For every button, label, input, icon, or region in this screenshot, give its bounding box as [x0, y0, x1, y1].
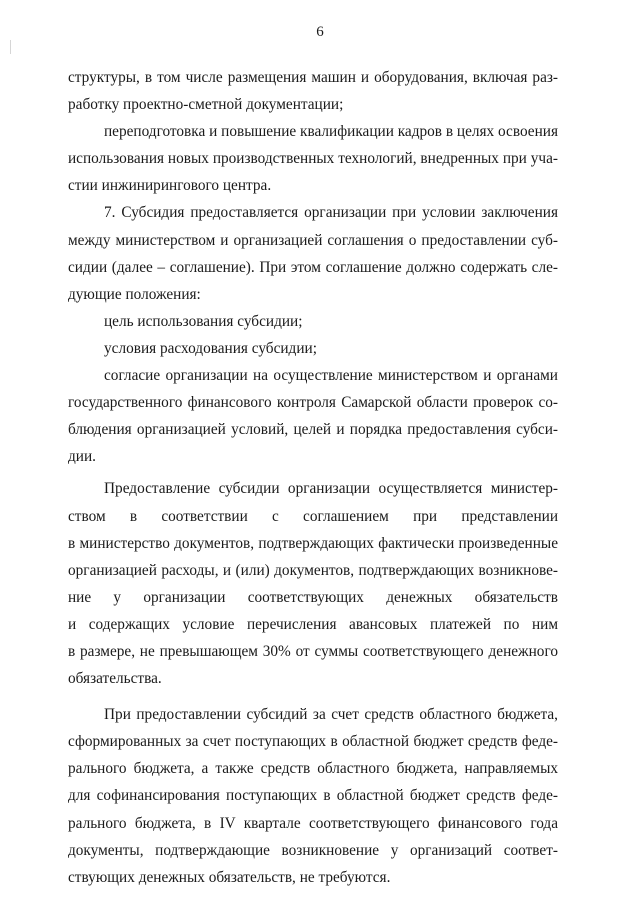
text-line: цель использования субсидии;	[104, 312, 303, 330]
text-line: ством в соответствии с соглашением при представлении	[68, 507, 558, 525]
text-line: согласие организации на осуществление министерством и органами	[104, 367, 558, 385]
text-line: сформированных за счет поступающих в областной бюджет средств феде-	[68, 733, 558, 751]
text-line: ствующих денежных обязательств, не требуются.	[68, 868, 391, 886]
text-line: Предоставление субсидии организации осуществляется министер-	[104, 480, 558, 498]
text-line: в размере, не превышающем 30% от суммы соответствующего денежного	[68, 642, 558, 660]
text-line: структуры, в том числе размещения машин и оборудования, включая раз-	[68, 69, 558, 86]
text-line: блюдения организацией условий, целей и порядка предоставления субси-	[68, 421, 558, 439]
text-line: рального бюджета, а также средств областного бюджета, направляемых	[68, 760, 558, 778]
text-line: При предоставлении субсидий за счет средств областного бюджета,	[104, 706, 558, 724]
text-line: рального бюджета, в IV квартале соответствующего финансового года	[68, 814, 558, 832]
text-line: государственного финансового контроля Самарской области проверок со-	[68, 394, 558, 412]
page-number: 6	[316, 24, 324, 40]
text-line: дии.	[68, 448, 96, 466]
document-body	[68, 64, 558, 891]
text-line: дующие положения:	[68, 285, 201, 303]
text-line: использования новых производственных технологий, внедренных при уча-	[68, 150, 558, 168]
text-line: условия расходования субсидии;	[104, 339, 317, 357]
text-line: работку проектно-сметной документации;	[68, 96, 344, 114]
text-line: 7. Субсидия предоставляется организации при условии заключения	[104, 204, 558, 222]
text-line: в министерство документов, подтверждающих фактически произведенные	[68, 534, 558, 552]
text-line: для софинансирования поступающих в областной бюджет средств феде-	[68, 787, 558, 805]
text-line: ние у организации соответствующих денежных обязательств	[68, 588, 558, 606]
text-line: между министерством и организацией соглашения о предоставлении суб-	[68, 231, 558, 249]
text-line: обязательства.	[68, 670, 162, 688]
text-line: документы, подтверждающие возникновение у организаций соответ-	[68, 841, 558, 859]
paragraph-gap	[68, 692, 558, 701]
text-line: организацией расходы, и (или) документов, подтверждающих возникнове-	[68, 561, 558, 579]
scan-edge-mark	[10, 40, 11, 54]
text-line: стии инжинирингового центра.	[68, 177, 272, 195]
text-line: переподготовка и повышение квалификации кадров в целях освоения	[104, 123, 558, 141]
text-line: и содержащих условие перечисления авансовых платежей по ним	[68, 615, 558, 633]
text-line: сидии (далее – соглашение). При этом соглашение должно содержать сле-	[68, 258, 558, 276]
